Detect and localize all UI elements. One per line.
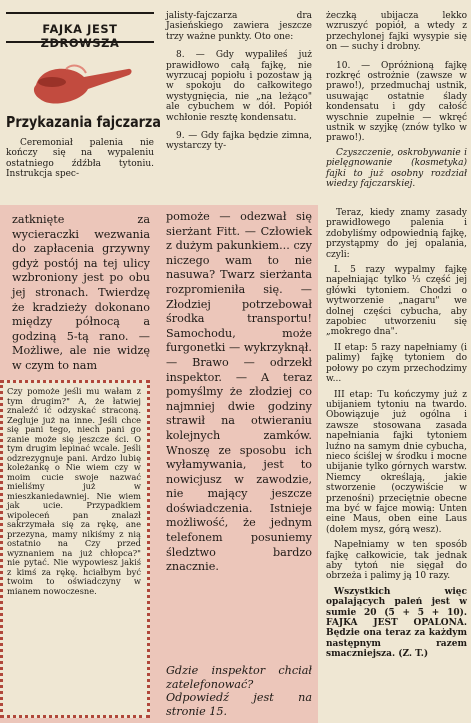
article-header — [6, 12, 154, 50]
col3-intro: żeczką ubijacza lekko wzruszyć popiół, a wtedy z przechylonej fajki wysypie się on — suchy i drobny. — [326, 11, 467, 53]
point-9: 9. — Gdy fajka będzie zimna, wystarczy ty- — [166, 131, 312, 152]
article-intro — [6, 138, 154, 180]
story-left-column — [12, 213, 150, 374]
cleaning-note: Czyszczenie, oskrobywanie i pielęgnowanie (kosmetyka) fajki to już osobny rozdział wiedzy fajczarskiej. — [326, 147, 467, 190]
column-3-top — [326, 11, 467, 190]
intro-paragraph: Ceremoniał palenia nie kończy się na wypaleniu ostatniego źdźbła tytoniu. Instrukcja spec- — [6, 138, 154, 180]
story-answer-note — [166, 664, 312, 718]
answer-note-text: Gdzie inspektor chciał zatelefonować? Odpowiedź jest na stronie 15. — [166, 664, 312, 718]
point-10: 10. — Opróżnioną fajkę rozkręć ostrożnie (zawsze w prawo!), przedmuchaj ustnik, usuwając ostatnie ślady kondensatu i gdy całość wyschnie zupełnie — wkręć ustnik w szyjkę (znów tylko w prawo!). — [326, 60, 467, 144]
story-right-column — [166, 210, 312, 575]
col4-intro: Teraz, kiedy znamy zasady prawidłowego palenia i zdobyliśmy odpowiednią fajkę, przystąpmy do jej opalania, czyli: — [326, 208, 467, 260]
article-title: FAJKA JEST ZDROWSZA — [40, 22, 120, 50]
article-subtitle: Przykazania fajczarza — [6, 113, 161, 131]
column-4 — [326, 208, 467, 720]
column-2-top — [166, 11, 312, 152]
boxed-advice-text: Czy pomoże jeśli mu wałam z tym drugim?" A, że łatwiej znaleźć ić odzyskać straconą. Zegluje już na inne. Jeśli chce się pani tego, niech pani go zanie może się jeszcze ści. O tym drugim lepinać wcale. Jeśli odzrezygnuje pani. Ardzo lubię koleżankę o Nie wiem czy w moim cucie swoje nazwać mieliśmy już w mieszkaniedawniej. Nie wiem jak ucie. Przypadkiem wipoleceń pan znalazł sakrzymała się za rękę, ane przezyna, mamy nikiśmy z nią ostatnio na Czy przed wyznaniem na już chłopca?" nie pytać. Nie wypowiesz jakiś z kimś za rękę. hciałbym być twoim to oświadczyny w mianem nowoczesne. — [7, 386, 141, 596]
story-left-text: zatknięte za wycieraczki wezwania do zapłacenia grzywny gdyż postój na tej ulicy wzbroniony jest po obu jej stronach. Twierdzę że kradzieży dokonano między północą a godziną 5-tą rano. — Możliwe, ale nie widzę w czym to nam — [12, 213, 150, 372]
stage-2: II etap: 5 razy napełniamy (i palimy) fajkę tytoniem do połowy po czym przechodzimy w... — [326, 342, 467, 385]
col2-intro: jalisty-fajczarza dra Jasieńskiego zawiera jeszcze trzy ważne punkty. Oto one: — [166, 11, 312, 42]
point-8: 8. — Gdy wypaliłeś już prawidłowo całą fajkę, nie wyrzucaj popiołu i pozostaw ją w spokoju do całkowitego wystygnięcia, nie „na leżąco" ale cybuchem w dół. Popiół wchłonie resztę kondensatu. — [166, 50, 312, 123]
stage-4: Napełniamy w ten sposób fajkę całkowicie, tak jednak aby tytoń nie sięgał do obrzeża i palimy ją 10 razy. — [326, 540, 467, 582]
summary: Wszystkich więc opalających paleń jest w sumie 20 (5 + 5 + 10). FAJKA JEST OPALONA. Będzie ona teraz za każdym następnym razem smaczniejsza. (Z. T.) — [326, 586, 467, 660]
boxed-advice — [0, 380, 150, 718]
story-right-text: pomoże — odezwał się sierżant Fitt. — Człowiek z dużym pakunkiem... czy niczego wam to nie nasuwa? Twarz sierżanta rozpromieniła się. — Złodziej potrzebował środka transportu! Samochodu, może furgonetki — wykrzyknął. — Brawo — odrzekł inspektor. — A teraz pomyślmy że złodziej co najmniej dwie godziny strawił na otwieraniu kolejnych zamków. Wnoszę ze sposobu ich wyłamywania, jest to nowicjusz w zawodzie, nie mający jeszcze doświadczenia. Istnieje możliwość, że jednym telefonem posuniemy śledztwo bardzo znacznie. — [166, 210, 312, 574]
article-subtitle-wrap — [6, 113, 161, 134]
stage-1: I. 5 razy wypalmy fajkę napełniając tylko ⅓ część jej główki tytoniem. Chodzi o wytworzenie „nagaru" we dolnej części cybucha, aby zapobiec utworzeniu się „mokrego dna". — [326, 265, 467, 338]
pipe-illustration-icon — [32, 55, 134, 111]
stage-3: III etap: Tu kończymy już z ubijaniem tytoniu na twardo. Obowiązuje już ogólna i zawsze stosowana zasada napełniania fajki tytoniem luźno na samym dnie cybucha, nieco ściślej w środku i mocne ubijanie tylko górnych warstw. Niemcy określają, jakie stworzenie (oczywiście w przenośni) przeciętnie obecne ma być w fajce mowią: Unten eine Maus, oben eine Laus (dołem mysz, górą wesz). — [326, 389, 467, 535]
